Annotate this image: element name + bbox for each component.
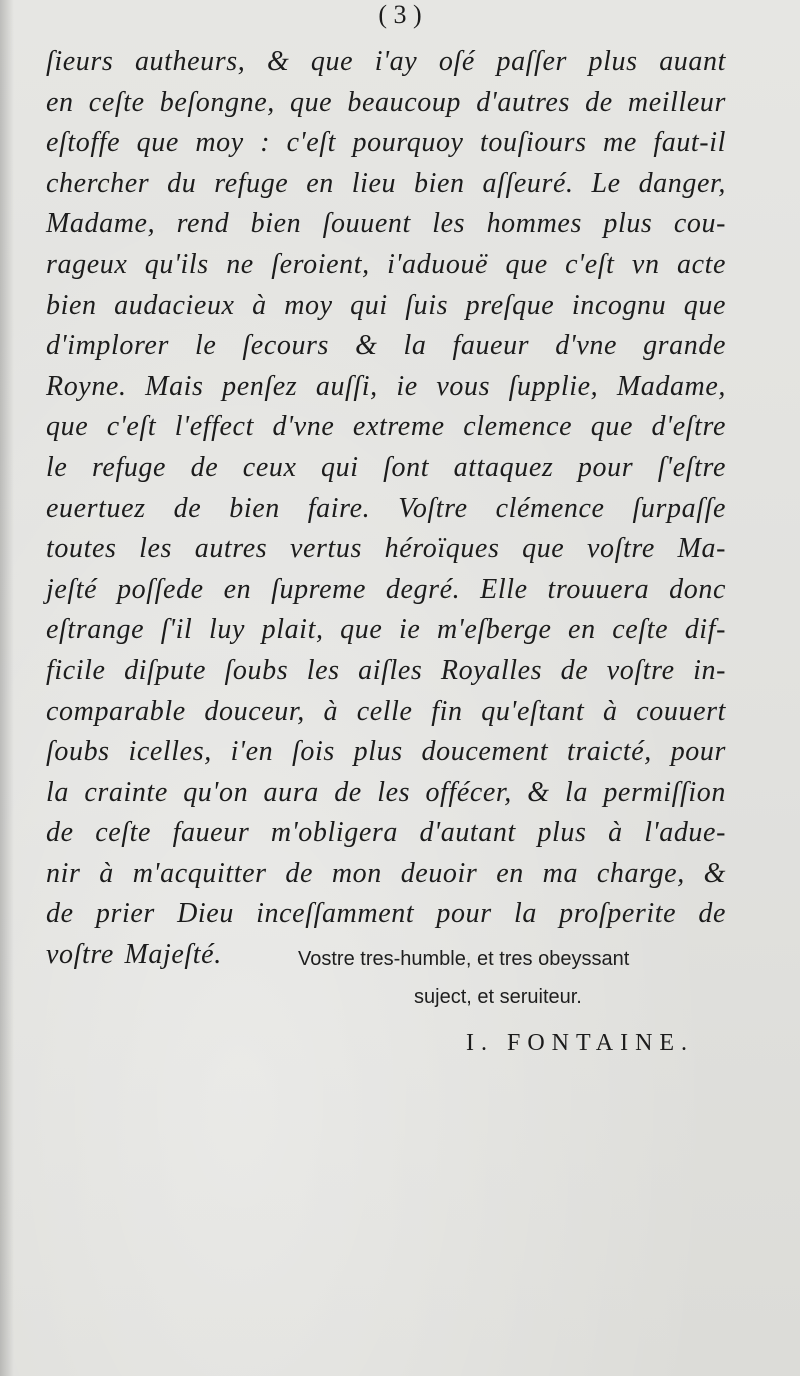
page-number: ( 3 )	[378, 0, 422, 29]
closing-line-1: Vostre tres-humble, et tres obeyssant	[298, 948, 630, 970]
text-line: bien audacieux à moy qui ſuis preſque incognu que	[46, 289, 726, 321]
text-line: voſtre Majeſté.	[46, 939, 222, 971]
text-line: euertuez de bien faire. Voſtre clémence ſurpaſſe	[46, 492, 726, 524]
text-line: le refuge de ceux qui ſont attaquez pour ſ'eſtre	[46, 451, 726, 483]
text-line: ficile diſpute ſoubs les aiſles Royalles de voſtre in-	[46, 654, 726, 686]
text-line: comparable douceur, à celle fin qu'eſtant à couuert	[46, 695, 726, 727]
closing-line-2: suject, et seruiteur.	[414, 986, 582, 1008]
text-line: nir à m'acquitter de mon deuoir en ma charge, &	[46, 857, 726, 889]
body-paragraph	[46, 42, 726, 976]
text-line: Madame, rend bien ſouuent les hommes plus cou-	[46, 208, 726, 240]
text-line: jeſté poſſede en ſupreme degré. Elle trouuera donc	[46, 573, 726, 605]
text-line: la crainte qu'on aura de les offécer, & la permiſſion	[46, 776, 726, 808]
text-line: ſoubs icelles, i'en ſois plus doucement traicté, pour	[46, 736, 726, 768]
signature: I. FONTAINE.	[466, 1030, 695, 1056]
text-line: que c'eſt l'effect d'vne extreme clemence que d'eſtre	[46, 411, 726, 443]
text-line: en ceſte beſongne, que beaucoup d'autres de meilleur	[46, 86, 726, 118]
text-line: eſtrange ſ'il luy plait, que ie m'eſberge en ceſte dif-	[46, 614, 726, 646]
text-line: d'implorer le ſecours & la faueur d'vne grande	[46, 330, 726, 362]
text-line: de ceſte faueur m'obligera d'autant plus à l'adue-	[46, 817, 726, 849]
text-line: ſieurs autheurs, & que i'ay oſé paſſer plus auant	[46, 46, 726, 77]
text-line: eſtoffe que moy : c'eſt pourquoy touſiours me faut-il	[46, 127, 726, 159]
closing-formula	[298, 940, 698, 1016]
text-line: chercher du refuge en lieu bien aſſeuré. Le danger,	[46, 167, 726, 199]
text-line: Royne. Mais penſez auſſi, ie vous ſupplie, Madame,	[46, 370, 726, 402]
text-line: rageux qu'ils ne ſeroient, i'aduouë que c'eſt vn acte	[46, 248, 726, 280]
text-line: toutes les autres vertus héroïques que voſtre Ma-	[46, 533, 726, 565]
binding-shadow	[0, 0, 14, 1376]
text-line: de prier Dieu inceſſamment pour la proſperite de	[46, 898, 726, 930]
